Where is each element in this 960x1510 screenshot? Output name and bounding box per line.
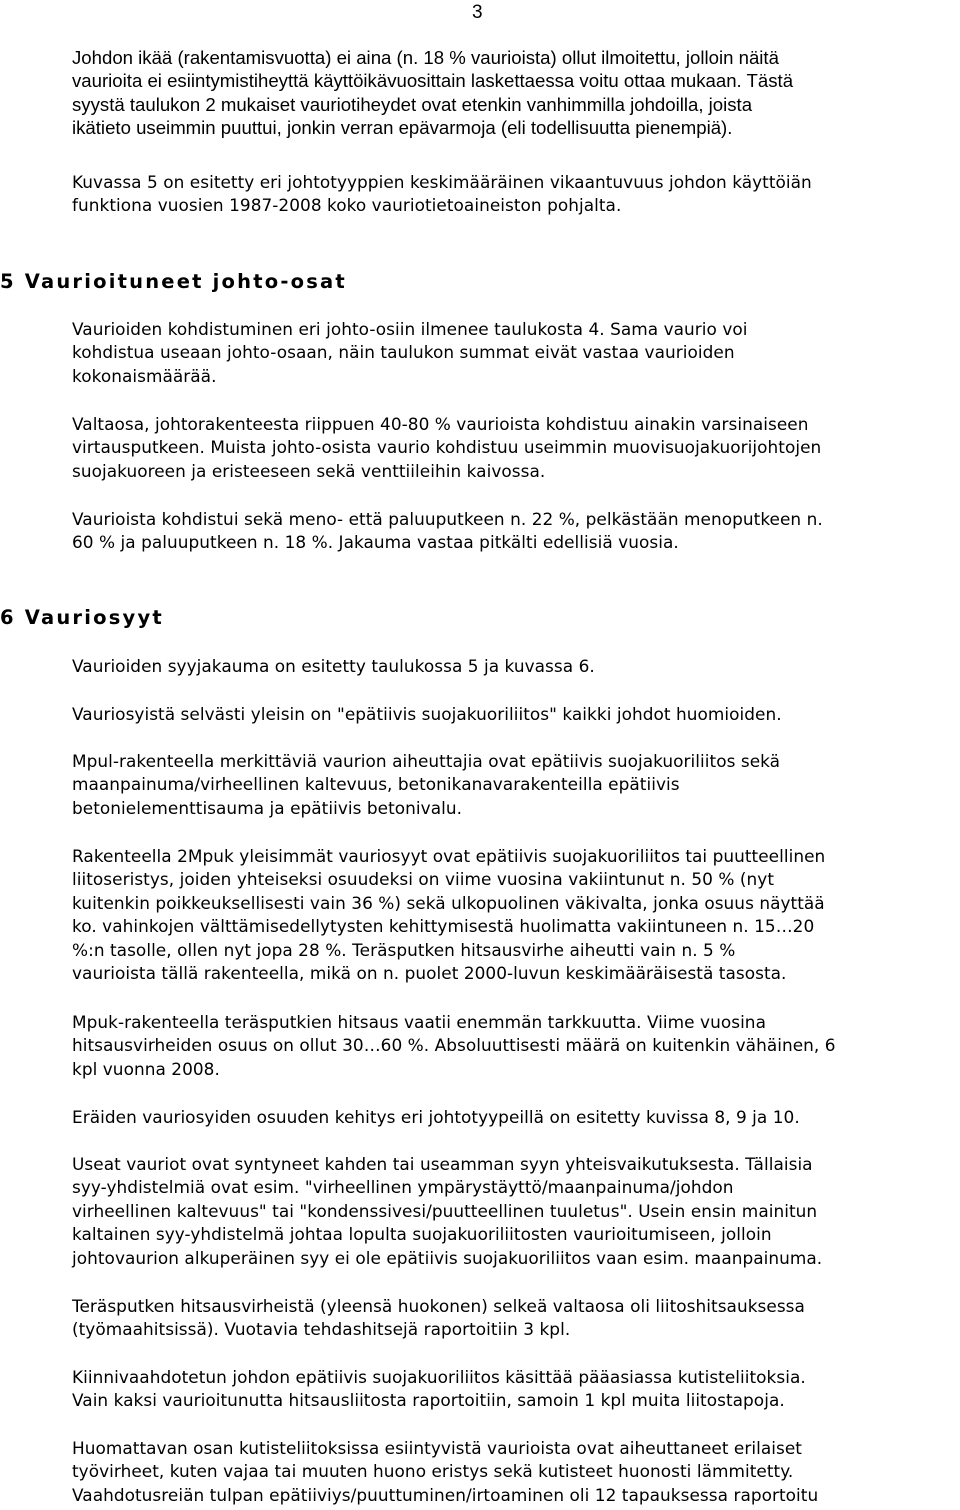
paragraph-2mpuk bbox=[72, 845, 960, 985]
text-line: virtausputkeen. Muista johto-osista vaurio kohdistuu useimmin muovisuojakuorijohtojen bbox=[72, 437, 822, 458]
text-line: virheellinen kaltevuus" tai "kondenssivesi/puutteellinen tuuletus". Usein ensin mainitun bbox=[72, 1200, 818, 1221]
text-line: työvirheet, kuten vajaa tai muuten huono eristys sekä kutisteet huonosti lämmitetty. bbox=[72, 1461, 794, 1482]
text-line: Vain kaksi vaurioitunutta hitsausliitosta raportoitiin, samoin 1 kpl muita liitostapoja. bbox=[72, 1390, 785, 1411]
text-line: Vaahdotusreiän tulpan epätiiviys/puuttuminen/irtoaminen oli 12 tapauksessa raportoitu bbox=[72, 1484, 819, 1505]
paragraph-most-common-cause bbox=[72, 703, 960, 726]
text-line: syy-yhdistelmiä ovat esim. "virheellinen ympärystäyttö/maanpainuma/johdon bbox=[72, 1177, 734, 1198]
text-line: Huomattavan osan kutisteliitoksissa esiintyvistä vaurioista ovat aiheuttaneet erilaiset bbox=[72, 1438, 802, 1458]
text-line: Mpul-rakenteella merkittäviä vaurion aiheuttajia ovat epätiivis suojakuoriliitos sekä bbox=[72, 751, 781, 771]
text-line: ko. vahinkojen välttämisedellytysten kehittymisestä huolimatta vakiintuneen n. 15…20 bbox=[72, 916, 815, 937]
text-line: Vaurioista kohdistui sekä meno- että paluuputkeen n. 22 %, pelkästään menoputkeen n. bbox=[72, 509, 823, 529]
text-line: Vaurioiden kohdistuminen eri johto-osiin ilmenee taulukosta 4. Sama vaurio voi bbox=[72, 319, 748, 339]
paragraph-shrink-joints bbox=[72, 1437, 960, 1507]
text-line: Kiinnivaahdotetun johdon epätiivis suojakuoriliitos käsittää pääasiassa kutisteliitoksia. bbox=[72, 1367, 806, 1387]
text-line: Johdon ikää (rakentamisvuotta) ei aina (n. 18 % vaurioista) ollut ilmoitettu, jolloin näitä bbox=[72, 47, 779, 68]
section-heading-5: 5 Vaurioituneet johto-osat bbox=[0, 270, 347, 293]
text-line: Teräsputken hitsausvirheistä (yleensä huokonen) selkeä valtaosa oli liitoshitsauksessa bbox=[72, 1296, 805, 1316]
text-line: Valtaosa, johtorakenteesta riippuen 40-80 % vaurioista kohdistuu ainakin varsinaiseen bbox=[72, 414, 809, 434]
text-line: 60 % ja paluuputkeen n. 18 %. Jakauma vastaa pitkälti edellisiä vuosia. bbox=[72, 532, 679, 553]
text-line: kpl vuonna 2008. bbox=[72, 1058, 220, 1079]
text-line: %:n tasolle, ollen nyt jopa 28 %. Teräsputken hitsausvirhe aiheutti vain n. 5 % bbox=[72, 939, 736, 960]
text-line: maanpainuma/virheellinen kaltevuus, betonikanavarakenteilla epätiivis bbox=[72, 774, 680, 795]
paragraph-steel-welding bbox=[72, 1295, 960, 1342]
paragraph-figures-8-10 bbox=[72, 1106, 960, 1129]
text-line: Vauriosyistä selvästi yleisin on "epätiivis suojakuoriliitos" kaikki johdot huomioiden. bbox=[72, 704, 782, 724]
text-line: kokonaismäärää. bbox=[72, 365, 217, 386]
text-line: liitoseristys, joiden yhteiseksi osuudeksi on viime vuosina vakiintunut n. 50 % (nyt bbox=[72, 869, 775, 890]
text-line: suojakuoreen ja eristeeseen sekä venttiileihin kaivossa. bbox=[72, 460, 546, 481]
text-line: Mpuk-rakenteella teräsputkien hitsaus vaatii enemmän tarkkuutta. Viime vuosina bbox=[72, 1012, 766, 1032]
paragraph-cause-distribution bbox=[72, 655, 960, 678]
text-line: ikätieto useimmin puuttui, jonkin verran epävarmoja (eli todellisuutta pienempiä). bbox=[72, 117, 733, 139]
text-line: johtovaurion alkuperäinen syy ei ole epätiivis suojakuoriliitos vaan esim. maanpainuma. bbox=[72, 1247, 823, 1268]
paragraph-main-pipe bbox=[72, 413, 960, 483]
paragraph-foamed-joints bbox=[72, 1366, 960, 1413]
text-line: vaurioita ei esiintymistiheyttä käyttöikävuosittain laskettaessa voitu ottaa mukaan. Tästä bbox=[72, 70, 794, 92]
text-line: Vaurioiden syyjakauma on esitetty taulukossa 5 ja kuvassa 6. bbox=[72, 656, 595, 676]
text-line: Useat vauriot ovat syntyneet kahden tai useamman syyn yhteisvaikutuksesta. Tällaisia bbox=[72, 1154, 813, 1174]
text-line: betonielementtisauma ja epätiivis betonivalu. bbox=[72, 797, 463, 818]
paragraph-supply-return bbox=[72, 508, 960, 555]
paragraph-combined-causes bbox=[72, 1153, 960, 1270]
text-line: kaltainen syy-yhdistelmä johtaa lopulta suojakuoriliitosten vaurioitumiseen, jolloin bbox=[72, 1224, 772, 1245]
page-number: 3 bbox=[472, 2, 483, 23]
text-line: (työmaahitsissä). Vuotavia tehdashitsejä raportoitiin 3 kpl. bbox=[72, 1319, 571, 1340]
text-line: hitsausvirheiden osuus on ollut 30…60 %. Absoluuttisesti määrä on kuitenkin vähäinen, 6 bbox=[72, 1035, 836, 1056]
text-line: Kuvassa 5 on esitetty eri johtotyyppien keskimääräinen vikaantuvuus johdon käyttöiän bbox=[72, 172, 812, 192]
text-line: funktiona vuosien 1987-2008 koko vauriotietoaineiston pohjalta. bbox=[72, 195, 622, 216]
text-line: kuitenkin poikkeuksellisesti vain 36 %) sekä ulkopuolinen väkivalta, jonka osuus näyttää bbox=[72, 892, 825, 913]
text-line: Rakenteella 2Mpuk yleisimmät vauriosyyt ovat epätiivis suojakuoriliitos tai puutteellinen bbox=[72, 846, 826, 866]
text-line: syystä taulukon 2 mukaiset vauriotiheydet ovat etenkin vanhimmilla johdoilla, joista bbox=[72, 93, 753, 115]
section-heading-6: 6 Vauriosyyt bbox=[0, 606, 164, 629]
paragraph-mpul bbox=[72, 750, 960, 820]
paragraph-damage-targets bbox=[72, 318, 960, 388]
paragraph-mpuk-welding bbox=[72, 1011, 960, 1081]
text-line: vaurioista tällä rakenteella, mikä on n. puolet 2000-luvun keskimääräisestä tasosta. bbox=[72, 963, 787, 984]
paragraph-age-info bbox=[72, 46, 960, 140]
paragraph-figure5-ref bbox=[72, 171, 960, 218]
text-line: Eräiden vauriosyiden osuuden kehitys eri johtotyypeillä on esitetty kuvissa 8, 9 ja 10. bbox=[72, 1107, 800, 1127]
text-line: kohdistua useaan johto-osaan, näin taulukon summat eivät vastaa vaurioiden bbox=[72, 342, 735, 363]
